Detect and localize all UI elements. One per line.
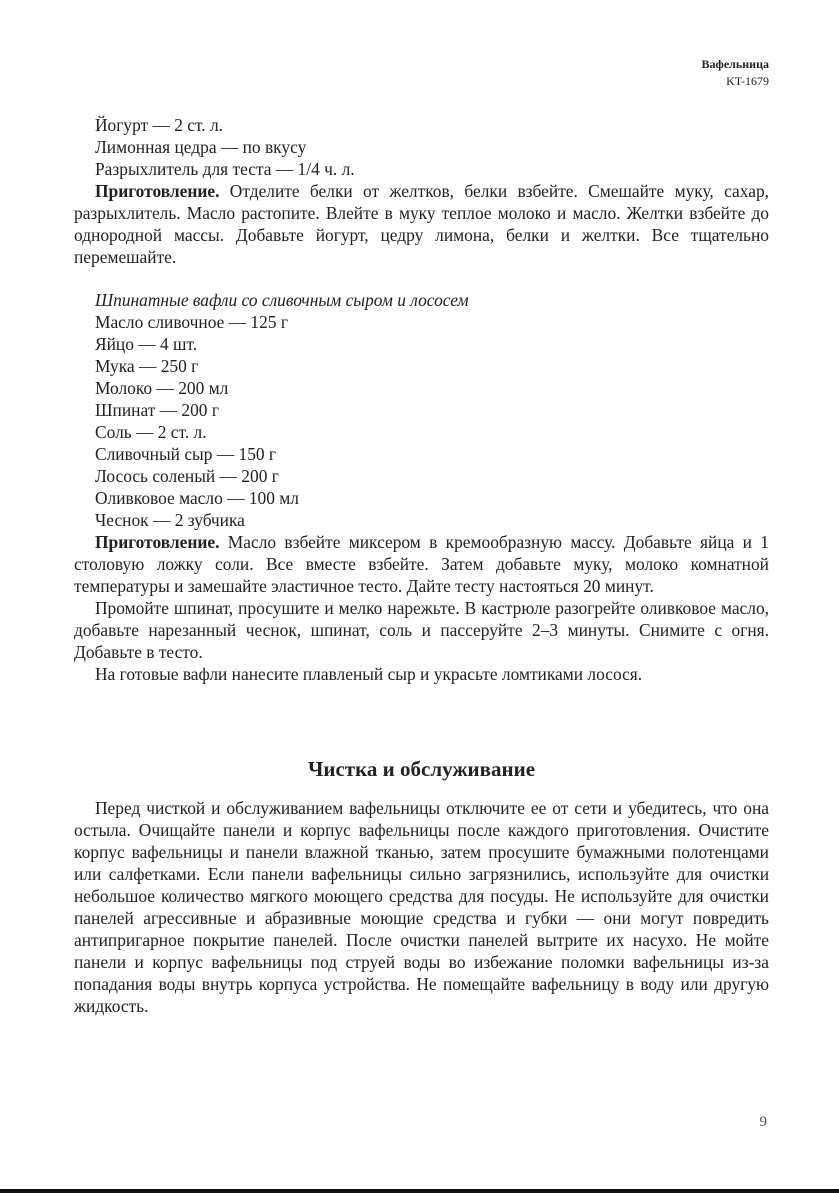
preparation-label: Приготовление. — [95, 532, 220, 552]
recipe-title: Шпинатные вафли со сливочным сыром и лососем — [95, 290, 469, 310]
header-brand: Вафельница — [701, 57, 769, 71]
preparation-label: Приготовление. — [95, 181, 220, 201]
preparation-text: Отделите белки от желтков, белки взбейте. Смешайте муку, сахар, разрыхлитель. Масло растопите. Влейте в муку теплое молоко и масло. Желтки взбейте до однородной массы. Добавьте йогурт, цедру лимона, белки и желтки. Все тщательно перемешайте. — [74, 181, 769, 267]
page-header — [702, 56, 769, 90]
section-heading: Чистка и обслуживание — [307, 757, 536, 781]
ingredient-item: Разрыхлитель для теста — 1/4 ч. л. — [95, 159, 355, 179]
preparation-paragraph: Промойте шпинат, просушите и мелко нарежьте. В кастрюле разогрейте оливковое масло, добавьте нарезанный чеснок, шпинат, соль и пассеруйте 2–3 минуты. Снимите с огня. Добавьте в тесто. — [74, 598, 769, 662]
header-model: KT-1679 — [726, 74, 769, 88]
ingredient-item: Лосось соленый — 200 г — [95, 466, 279, 486]
page-content — [74, 114, 769, 1017]
ingredient-item: Яйцо — 4 шт. — [95, 334, 198, 354]
ingredient-item: Оливковое масло — 100 мл — [95, 488, 299, 508]
page-number: 9 — [759, 1114, 767, 1130]
ingredient-item: Мука — 250 г — [95, 356, 199, 376]
ingredient-item: Масло сливочное — 125 г — [95, 312, 288, 332]
preparation-paragraph: На готовые вафли нанесите плавленый сыр и украсьте ломтиками лосося. — [95, 664, 643, 684]
preparation-paragraph — [74, 180, 769, 268]
section-paragraph: Перед чисткой и обслуживанием вафельницы отключите ее от сети и убедитесь, что она остыла. Очищайте панели и корпус вафельницы после каждого приготовления. Очистите корпус вафельницы и панели влажной тканью, затем просушите бумажными полотенцами или салфетками. Если панели вафельницы сильно загрязнились, используйте для очистки небольшое количество мягкого моющего средства для посуды. Не используйте для очистки панелей агрессивные и абразивные моющие средства и губки — они могут повредить антипригарное покрытие панелей. После очистки панелей вытрите их насухо. Не мойте панели и корпус вафельницы под струей воды во избежание поломки вафельницы из-за попадания воды внутрь корпуса устройства. Не помещайте вафельницу в воду или другую жидкость. — [74, 798, 769, 1016]
preparation-text: Масло взбейте миксером в кремообразную массу. Добавьте яйца и 1 столовую ложку соли. Все вместе взбейте. Затем добавьте муку, молоко комнатной температуры и замешайте эластичное тесто. Дайте тесту настояться 20 минут. — [74, 532, 769, 596]
ingredient-item: Шпинат — 200 г — [95, 400, 219, 420]
preparation-paragraph — [74, 531, 769, 597]
ingredient-item: Соль — 2 ст. л. — [95, 422, 207, 442]
ingredient-item: Молоко — 200 мл — [95, 378, 229, 398]
bottom-border — [0, 1189, 839, 1193]
ingredient-item: Чеснок — 2 зубчика — [95, 510, 245, 530]
ingredient-item: Йогурт — 2 ст. л. — [95, 115, 224, 135]
ingredient-item: Лимонная цедра — по вкусу — [95, 137, 307, 157]
ingredient-item: Сливочный сыр — 150 г — [95, 444, 277, 464]
